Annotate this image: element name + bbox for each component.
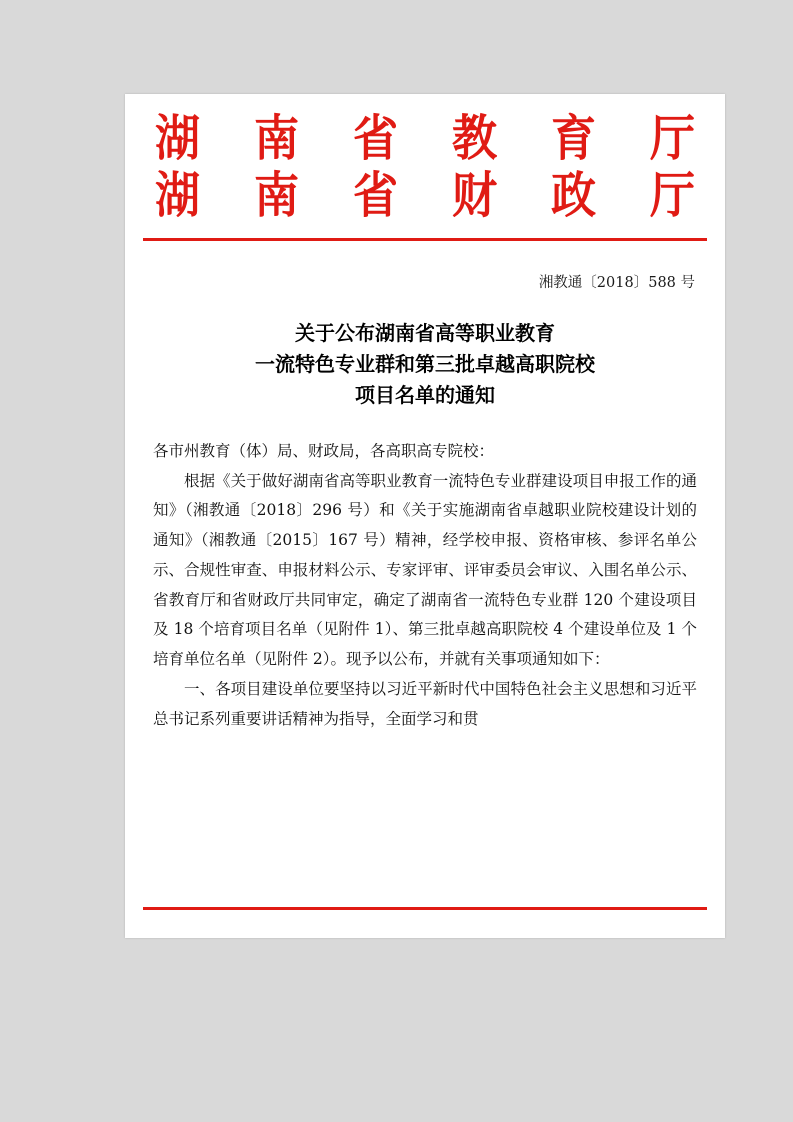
- document-number: 湘教通〔2018〕588 号: [538, 274, 695, 291]
- footer-divider: [143, 907, 707, 910]
- masthead: [125, 94, 725, 222]
- body-paragraph-salutation: 各市州教育（体）局、财政局，各高职高专院校：: [153, 441, 495, 460]
- masthead-char: 湖: [154, 109, 201, 167]
- document-body: [125, 437, 725, 735]
- title-line-3: 项目名单的通知: [355, 382, 495, 407]
- body-paragraph-item-1: 一、各项目建设单位要坚持以习近平新时代中国特色社会主义思想和习近平总书记系列重要讲话精神为指导，全面学习和贯: [153, 679, 697, 728]
- masthead-line-education: [147, 109, 703, 167]
- masthead-char: 省: [352, 109, 399, 167]
- title-line-1: 关于公布湖南省高等职业教育: [295, 320, 555, 345]
- masthead-char: 教: [451, 109, 498, 167]
- masthead-char: 财: [451, 165, 498, 224]
- document-sheet: [125, 94, 725, 938]
- page-title: [125, 318, 725, 411]
- masthead-char: 省: [352, 165, 399, 224]
- masthead-char: 厅: [649, 165, 695, 224]
- masthead-char: 育: [550, 109, 596, 167]
- masthead-char: 南: [253, 109, 300, 167]
- masthead-char: 政: [550, 165, 596, 224]
- masthead-char: 南: [253, 165, 300, 224]
- masthead-char: 厅: [649, 109, 695, 167]
- masthead-line-finance: [147, 165, 703, 224]
- document-content: [125, 94, 725, 938]
- title-line-2: 一流特色专业群和第三批卓越高职院校: [255, 351, 595, 376]
- body-paragraph-main: 根据《关于做好湖南省高等职业教育一流特色专业群建设项目申报工作的通知》（湘教通〔2018〕296 号）和《关于实施湖南省卓越职业院校建设计划的通知》（湘教通〔2015〕167 号）精神，经学校申报、资格审核、参评名单公示、合规性审查、申报材料公示、专家评审、评审委员会审议、入围名单公示、省教育厅和省财政厅共同审定，确定了湖南省一流特色专业群 120 个建设项目及 18 个培育项目名单（见附件 1）、第三批卓越高职院校 4 个建设单位及 1 个培育单位名单（见附件 2）。现予以公布，并就有关事项通知如下：: [153, 471, 697, 669]
- masthead-char: 湖: [154, 165, 201, 224]
